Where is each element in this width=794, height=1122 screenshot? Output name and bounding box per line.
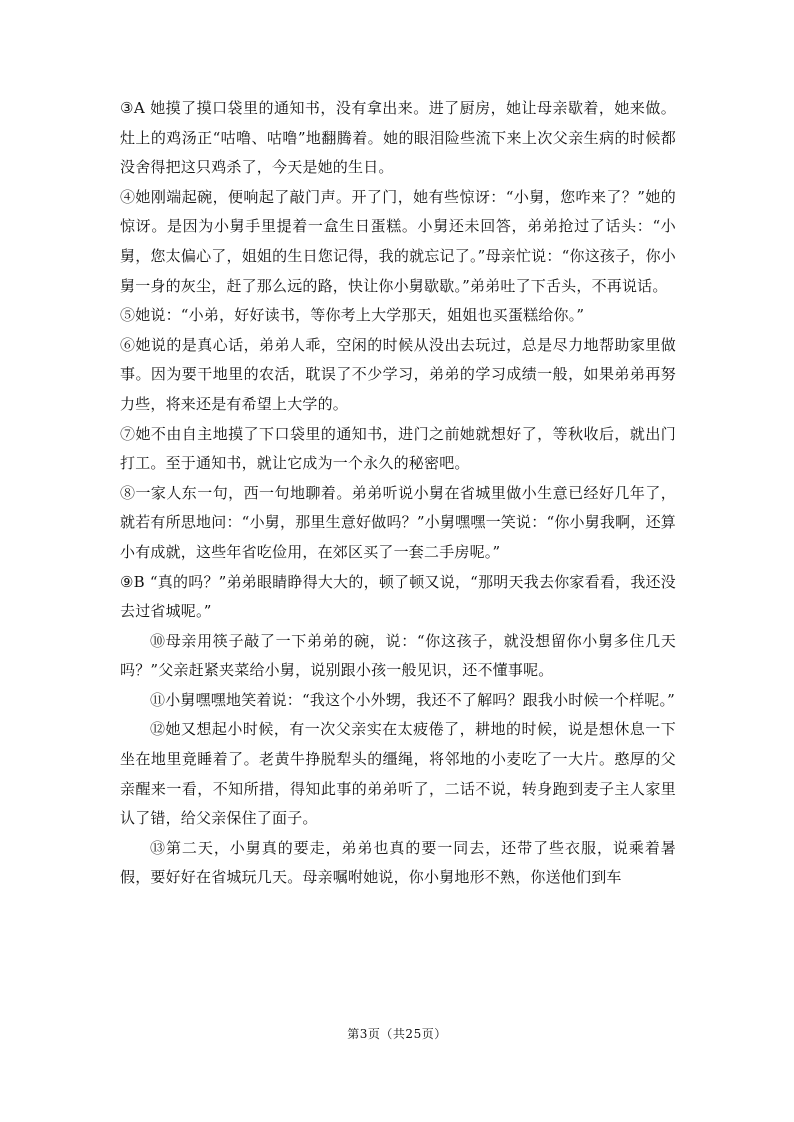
paragraph-9: ⑨B “真的吗？”弟弟眼睛睁得大大的，顿了顿又说，“那明天我去你家看看，我还没去过省城呢。” [120,572,676,621]
paragraph-5: ⑤她说：“小弟，好好读书，等你考上大学那天，姐姐也买蛋糕给你。” [120,306,585,325]
page-number-footer: 第3页（共25页） [347,1027,447,1041]
paragraph-4: ④她刚端起碗，便响起了敲门声。开了门，她有些惊讶：“小舅，您咋来了？”她的惊讶。是因为小舅手里提着一盒生日蛋糕。小舅还未回答，弟弟抢过了话头：“小舅，您太偏心了，姐姐的生日您记得，我的就忘记了。”母亲忙说：“你这孩子，你小舅一身的灰尘，赶了那么远的路，快让你小舅歇歇。”弟弟吐了下舌头，不再说话。 [120,187,676,295]
paragraph-13: ⑬第二天，小舅真的要走，弟弟也真的要一同去，还带了些衣服，说乘着暑假，要好好在省城玩几天。母亲嘱咐她说，你小舅地形不熟，你送他们到车 [120,838,676,887]
document-body [120,94,676,893]
paragraph-11: ⑪小舅嘿嘿地笑着说：“我这个小外甥，我还不了解吗？跟我小时候一个样呢。” [150,690,676,709]
paragraph-3: ③A 她摸了摸口袋里的通知书，没有拿出来。进了厨房，她让母亲歇着，她来做。灶上的鸡汤正“咕噜、咕噜”地翻腾着。她的眼泪险些流下来上次父亲生病的时候都没舍得把这只鸡杀了，今天是她的生日。 [120,99,676,177]
paragraph-6: ⑥她说的是真心话，弟弟人乖，空闲的时候从没出去玩过，总是尽力地帮助家里做事。因为要干地里的农活，耽误了不少学习，弟弟的学习成绩一般，如果弟弟再努力些，将来还是有希望上大学的。 [120,335,676,413]
paragraph-8: ⑧一家人东一句，西一句地聊着。弟弟听说小舅在省城里做小生意已经好几年了，就若有所思地问：“小舅，那里生意好做吗？”小舅嘿嘿一笑说：“你小舅我啊，还算小有成就，这些年省吃俭用，在郊区买了一套二手房呢。” [120,483,676,561]
paragraph-7: ⑦她不由自主地摸了下口袋里的通知书，进门之前她就想好了，等秋收后，就出门打工。至于通知书，就让它成为一个永久的秘密吧。 [120,424,676,473]
paragraph-10: ⑩母亲用筷子敲了一下弟弟的碗，说：“你这孩子，就没想留你小舅多住几天吗？”父亲赶紧夹菜给小舅，说别跟小孩一般见识，还不懂事呢。 [120,631,676,680]
paragraph-12: ⑫她又想起小时候，有一次父亲实在太疲倦了，耕地的时候，说是想休息一下坐在地里竟睡着了。老黄牛挣脱犁头的缰绳，将邻地的小麦吃了一大片。憨厚的父亲醒来一看，不知所措，得知此事的弟弟听了，二话不说，转身跑到麦子主人家里认了错，给父亲保住了面子。 [120,720,676,828]
